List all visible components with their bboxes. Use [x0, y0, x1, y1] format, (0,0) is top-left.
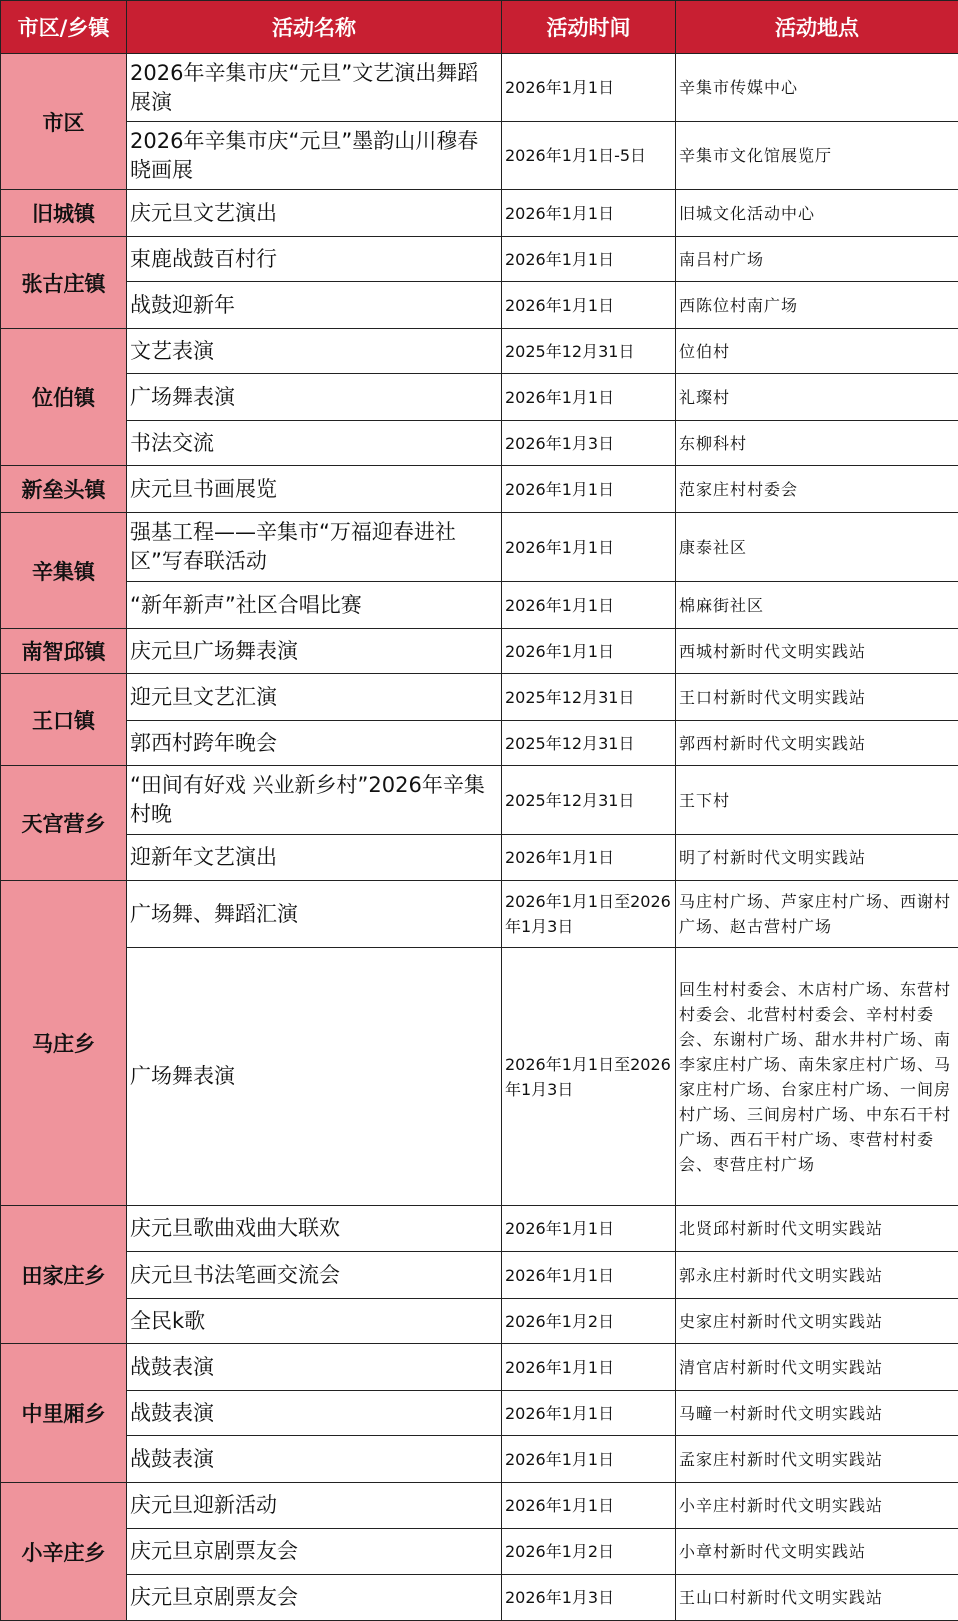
activity-time-cell: 2026年1月1日至2026年1月3日 — [502, 881, 676, 948]
activity-name-cell: 郭西村跨年晚会 — [127, 721, 502, 766]
activity-time-cell: 2025年12月31日 — [502, 766, 676, 835]
activity-name-cell: 广场舞、舞蹈汇演 — [127, 881, 502, 948]
table-row — [1, 1252, 958, 1299]
activity-name-cell: 全民k歌 — [127, 1299, 502, 1344]
activity-name-cell: 战鼓表演 — [127, 1391, 502, 1436]
town-cell: 王口镇 — [1, 674, 127, 766]
activity-place-cell: 明了村新时代文明实践站 — [676, 835, 958, 881]
activity-name-cell: 束鹿战鼓百村行 — [127, 237, 502, 282]
activity-time-cell: 2026年1月1日 — [502, 582, 676, 629]
table-row — [1, 1529, 958, 1575]
town-cell: 辛集镇 — [1, 513, 127, 629]
town-cell: 旧城镇 — [1, 190, 127, 237]
town-cell: 南智邱镇 — [1, 629, 127, 674]
activity-name-cell: 2026年辛集市庆“元旦”文艺演出舞蹈展演 — [127, 54, 502, 122]
activity-time-cell: 2026年1月1日 — [502, 1252, 676, 1299]
activity-name-cell: 广场舞表演 — [127, 948, 502, 1206]
town-cell: 位伯镇 — [1, 329, 127, 466]
activity-place-cell: 棉麻街社区 — [676, 582, 958, 629]
table-row — [1, 1299, 958, 1344]
table-row — [1, 1575, 958, 1621]
table-row — [1, 466, 958, 513]
table-row — [1, 1436, 958, 1483]
activity-place-cell: 王口村新时代文明实践站 — [676, 674, 958, 721]
activity-name-cell: 庆元旦书画展览 — [127, 466, 502, 513]
activity-place-cell: 南吕村广场 — [676, 237, 958, 282]
activity-place-cell: 辛集市传媒中心 — [676, 54, 958, 122]
activity-time-cell: 2025年12月31日 — [502, 674, 676, 721]
table-row — [1, 421, 958, 466]
activity-time-cell: 2026年1月1日 — [502, 237, 676, 282]
activity-time-cell: 2026年1月3日 — [502, 1575, 676, 1621]
activity-place-cell: 东柳科村 — [676, 421, 958, 466]
activity-time-cell: 2026年1月1日 — [502, 835, 676, 881]
header-activity-place: 活动地点 — [676, 1, 958, 54]
town-cell: 天宫营乡 — [1, 766, 127, 881]
activity-time-cell: 2026年1月1日 — [502, 513, 676, 582]
activity-name-cell: 书法交流 — [127, 421, 502, 466]
activity-time-cell: 2026年1月1日-5日 — [502, 122, 676, 190]
activity-place-cell: 西陈位村南广场 — [676, 282, 958, 329]
activity-time-cell: 2026年1月1日 — [502, 466, 676, 513]
activity-name-cell: 庆元旦歌曲戏曲大联欢 — [127, 1206, 502, 1252]
activity-name-cell: 庆元旦京剧票友会 — [127, 1575, 502, 1621]
activity-place-cell: 范家庄村村委会 — [676, 466, 958, 513]
activity-time-cell: 2026年1月1日 — [502, 1206, 676, 1252]
table-row — [1, 237, 958, 282]
table-row — [1, 629, 958, 674]
activity-name-cell: “田间有好戏 兴业新乡村”2026年辛集村晚 — [127, 766, 502, 835]
activity-time-cell: 2025年12月31日 — [502, 721, 676, 766]
table-row — [1, 582, 958, 629]
table-row — [1, 1483, 958, 1529]
activity-name-cell: 广场舞表演 — [127, 374, 502, 421]
activity-name-cell: 迎新年文艺演出 — [127, 835, 502, 881]
town-cell: 小辛庄乡 — [1, 1483, 127, 1621]
town-cell: 张古庄镇 — [1, 237, 127, 329]
activity-time-cell: 2026年1月1日 — [502, 54, 676, 122]
activity-place-cell: 史家庄村新时代文明实践站 — [676, 1299, 958, 1344]
activity-name-cell: “新年新声”社区合唱比赛 — [127, 582, 502, 629]
town-cell: 马庄乡 — [1, 881, 127, 1206]
activity-place-cell: 小辛庄村新时代文明实践站 — [676, 1483, 958, 1529]
table-row — [1, 1391, 958, 1436]
table-row — [1, 374, 958, 421]
town-cell: 市区 — [1, 54, 127, 190]
activity-name-cell: 战鼓表演 — [127, 1436, 502, 1483]
activity-time-cell: 2026年1月1日 — [502, 374, 676, 421]
activity-time-cell: 2026年1月1日 — [502, 282, 676, 329]
activity-place-cell: 孟家庄村新时代文明实践站 — [676, 1436, 958, 1483]
header-activity-name: 活动名称 — [127, 1, 502, 54]
table-row — [1, 721, 958, 766]
table-row — [1, 948, 958, 1206]
activity-time-cell: 2025年12月31日 — [502, 329, 676, 374]
activity-name-cell: 庆元旦书法笔画交流会 — [127, 1252, 502, 1299]
town-cell: 中里厢乡 — [1, 1344, 127, 1483]
activity-name-cell: 战鼓迎新年 — [127, 282, 502, 329]
activity-time-cell: 2026年1月3日 — [502, 421, 676, 466]
activity-name-cell: 文艺表演 — [127, 329, 502, 374]
activity-time-cell: 2026年1月1日 — [502, 1391, 676, 1436]
activity-time-cell: 2026年1月1日 — [502, 1483, 676, 1529]
table-row — [1, 835, 958, 881]
header-activity-time: 活动时间 — [502, 1, 676, 54]
header-town: 市区/乡镇 — [1, 1, 127, 54]
town-cell: 新垒头镇 — [1, 466, 127, 513]
activity-place-cell: 郭永庄村新时代文明实践站 — [676, 1252, 958, 1299]
activity-name-cell: 庆元旦广场舞表演 — [127, 629, 502, 674]
activity-place-cell: 回生村村委会、木店村广场、东营村村委会、北营村村委会、辛村村委会、东谢村广场、甜水井村广场、南李家庄村广场、南朱家庄村广场、马家庄村广场、台家庄村广场、一间房村广场、三间房村广场、中东石干村广场、西石干村广场、枣营村村委会、枣营庄村广场 — [676, 948, 958, 1206]
town-cell: 田家庄乡 — [1, 1206, 127, 1344]
activity-name-cell: 庆元旦京剧票友会 — [127, 1529, 502, 1575]
activity-time-cell: 2026年1月1日 — [502, 1344, 676, 1391]
activity-place-cell: 礼璨村 — [676, 374, 958, 421]
activity-time-cell: 2026年1月1日 — [502, 1436, 676, 1483]
activity-name-cell: 强基工程——辛集市“万福迎春进社区”写春联活动 — [127, 513, 502, 582]
table-row — [1, 1344, 958, 1391]
activity-name-cell: 庆元旦文艺演出 — [127, 190, 502, 237]
table-row — [1, 122, 958, 190]
activity-name-cell: 战鼓表演 — [127, 1344, 502, 1391]
activity-place-cell: 西城村新时代文明实践站 — [676, 629, 958, 674]
activity-place-cell: 旧城文化活动中心 — [676, 190, 958, 237]
activity-name-cell: 庆元旦迎新活动 — [127, 1483, 502, 1529]
table-row — [1, 190, 958, 237]
header-row — [1, 1, 958, 54]
activity-place-cell: 北贤邱村新时代文明实践站 — [676, 1206, 958, 1252]
activity-place-cell: 王下村 — [676, 766, 958, 835]
activity-place-cell: 马庄村广场、芦家庄村广场、西谢村广场、赵古营村广场 — [676, 881, 958, 948]
activity-place-cell: 小章村新时代文明实践站 — [676, 1529, 958, 1575]
activity-time-cell: 2026年1月1日 — [502, 629, 676, 674]
table-row — [1, 881, 958, 948]
activity-place-cell: 马疃一村新时代文明实践站 — [676, 1391, 958, 1436]
activity-place-cell: 康泰社区 — [676, 513, 958, 582]
table-row — [1, 54, 958, 122]
table-row — [1, 513, 958, 582]
table-row — [1, 766, 958, 835]
activity-place-cell: 辛集市文化馆展览厅 — [676, 122, 958, 190]
activity-time-cell: 2026年1月2日 — [502, 1529, 676, 1575]
activity-place-cell: 清官店村新时代文明实践站 — [676, 1344, 958, 1391]
table-row — [1, 282, 958, 329]
activity-time-cell: 2026年1月1日 — [502, 190, 676, 237]
activity-name-cell: 2026年辛集市庆“元旦”墨韵山川穆春晓画展 — [127, 122, 502, 190]
activity-time-cell: 2026年1月2日 — [502, 1299, 676, 1344]
activity-place-cell: 郭西村新时代文明实践站 — [676, 721, 958, 766]
activity-place-cell: 位伯村 — [676, 329, 958, 374]
table-row — [1, 674, 958, 721]
table-row — [1, 1206, 958, 1252]
activity-name-cell: 迎元旦文艺汇演 — [127, 674, 502, 721]
activity-time-cell: 2026年1月1日至2026年1月3日 — [502, 948, 676, 1206]
table-row — [1, 329, 958, 374]
activity-place-cell: 王山口村新时代文明实践站 — [676, 1575, 958, 1621]
